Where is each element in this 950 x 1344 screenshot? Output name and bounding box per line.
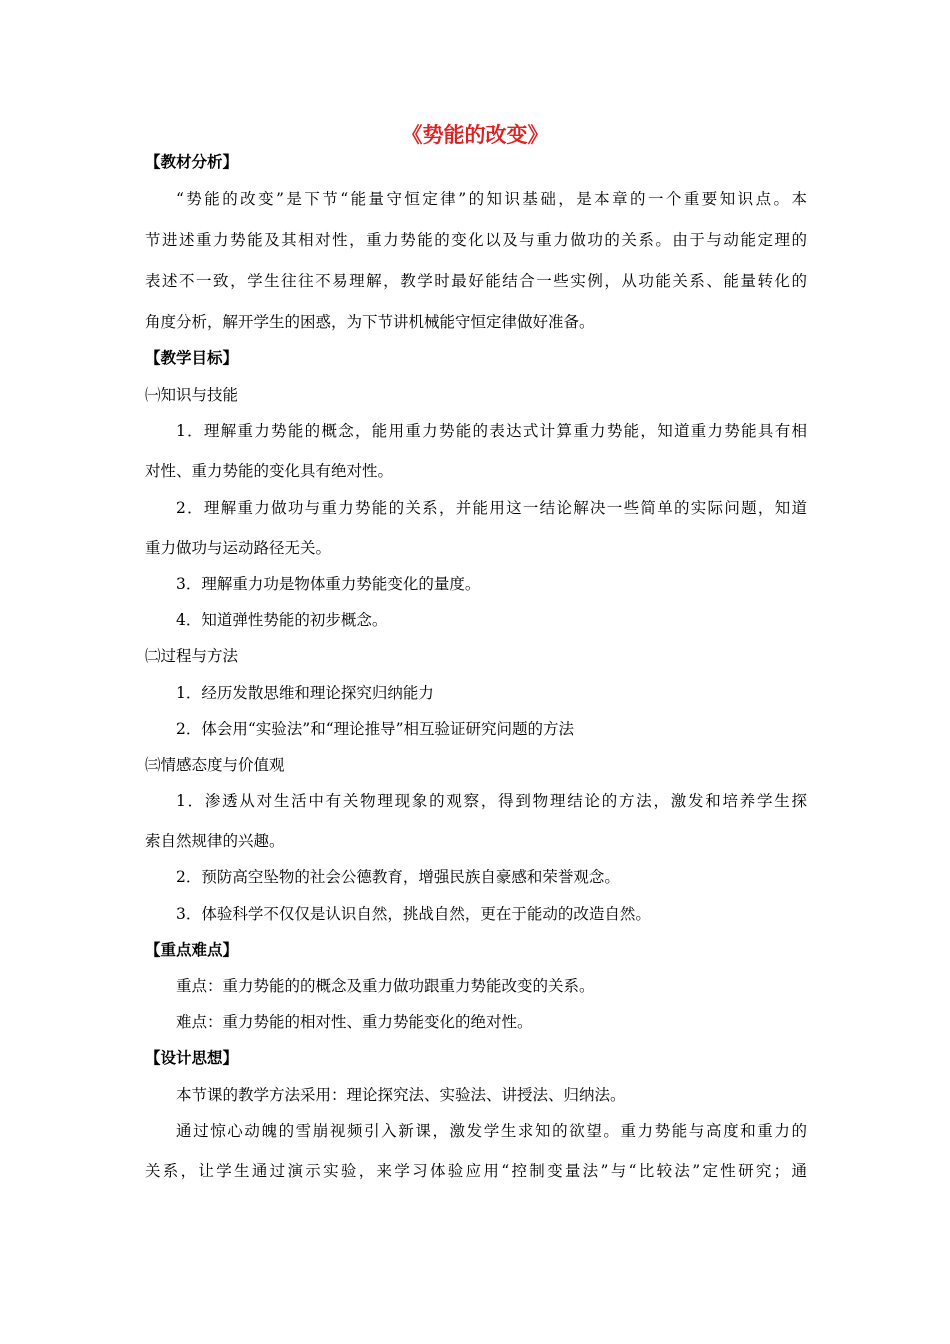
- paragraph-line: 表述不一致，学生往往不易理解，教学时最好能结合一些实例，从功能关系、能量转化的: [145, 272, 807, 290]
- goal-item: 索自然规律的兴趣。: [145, 832, 285, 850]
- goal-item: 3．理解重力功是物体重力势能变化的量度。: [176, 575, 481, 593]
- paragraph-line: 关系，让学生通过演示实验，来学习体验应用“控制变量法”与“比较法”定性研究；通: [145, 1162, 807, 1180]
- goal-item: 4．知道弹性势能的初步概念。: [176, 611, 388, 629]
- paragraph-line: “势能的改变”是下节“能量守恒定律”的知识基础，是本章的一个重要知识点。本: [176, 190, 807, 208]
- heading-design-ideas: 【设计思想】: [145, 1049, 239, 1067]
- goal-item: 1．渗透从对生活中有关物理现象的观察，得到物理结论的方法，激发和培养学生探: [176, 792, 807, 810]
- goal-item: 2．理解重力做功与重力势能的关系，并能用这一结论解决一些简单的实际问题，知道: [176, 499, 807, 517]
- goal-item: 2．体会用“实验法”和“理论推导”相互验证研究问题的方法: [176, 720, 575, 738]
- subheading-knowledge-skills: ㈠知识与技能: [145, 386, 239, 404]
- goal-item: 1．经历发散思维和理论探究归纳能力: [176, 684, 434, 702]
- goal-item: 3．体验科学不仅仅是认识自然，挑战自然，更在于能动的改造自然。: [176, 905, 651, 923]
- paragraph-line: 本节课的教学方法采用：理论探究法、实验法、讲授法、归纳法。: [176, 1086, 626, 1104]
- subheading-process-method: ㈡过程与方法: [145, 647, 239, 665]
- subheading-attitude-values: ㈢情感态度与价值观: [145, 756, 285, 774]
- difficult-point: 难点：重力势能的相对性、重力势能变化的绝对性。: [176, 1013, 533, 1031]
- goal-item: 2．预防高空坠物的社会公德教育，增强民族自豪感和荣誉观念。: [176, 868, 620, 886]
- goal-item: 对性、重力势能的变化具有绝对性。: [145, 462, 394, 480]
- key-point: 重点：重力势能的的概念及重力做功跟重力势能改变的关系。: [176, 977, 595, 995]
- heading-key-difficult-points: 【重点难点】: [145, 941, 239, 959]
- heading-teaching-goals: 【教学目标】: [145, 349, 239, 367]
- paragraph-line: 节进述重力势能及其相对性，重力势能的变化以及与重力做功的关系。由于与动能定理的: [145, 231, 807, 249]
- paragraph-line: 角度分析，解开学生的困惑，为下节讲机械能守恒定律做好准备。: [145, 313, 595, 331]
- paragraph-line: 通过惊心动魄的雪崩视频引入新课，激发学生求知的欲望。重力势能与高度和重力的: [176, 1122, 807, 1140]
- heading-textbook-analysis: 【教材分析】: [145, 153, 239, 171]
- goal-item: 1．理解重力势能的概念，能用重力势能的表达式计算重力势能，知道重力势能具有相: [176, 422, 807, 440]
- document-title: 《势能的改变》: [401, 123, 549, 147]
- goal-item: 重力做功与运动路径无关。: [145, 539, 332, 557]
